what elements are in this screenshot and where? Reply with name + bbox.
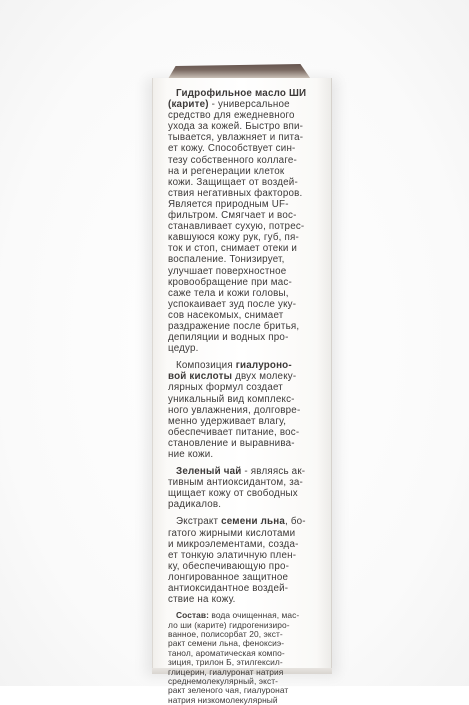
text-line — [168, 321, 324, 332]
text-line — [168, 528, 324, 539]
text: радикалов. — [168, 499, 222, 511]
text: кавшуюся кожу рук, губ, пя- — [168, 232, 299, 244]
text-line — [168, 177, 324, 188]
text-line — [168, 677, 324, 686]
text: глицерин, гиалуронат натрия — [168, 667, 284, 677]
text: тывается, увлажняет и пита- — [168, 132, 304, 144]
text: фильтром. Смягчает и вос- — [168, 210, 297, 222]
text: обеспечивает питание, вос- — [168, 426, 300, 438]
text-line — [168, 561, 324, 572]
text-line — [168, 110, 324, 121]
text: ет кожу. Способствует син- — [168, 143, 296, 155]
text: Композиция — [176, 360, 236, 372]
text-line — [168, 143, 324, 154]
text: ку, обеспечивающую про- — [168, 560, 290, 572]
text-line — [168, 649, 324, 658]
bold-text: семени льна — [221, 516, 285, 528]
text: кожи. Защищает от воздей- — [168, 176, 298, 188]
text-line — [168, 371, 324, 382]
text-line — [168, 232, 324, 243]
bold-text: Состав: — [176, 611, 209, 621]
text-line — [168, 594, 324, 605]
text: и микроэлементами, созда- — [168, 538, 299, 550]
text: танол, ароматическая компо- — [168, 648, 285, 658]
text-line — [168, 360, 324, 371]
text: кровообращение при мас- — [168, 276, 292, 288]
text-line — [168, 668, 324, 677]
text-line — [168, 199, 324, 210]
text-line — [168, 299, 324, 310]
text: цедур. — [168, 343, 199, 355]
bold-text: гиалуроно- — [235, 360, 292, 372]
text-line — [168, 696, 324, 705]
text-line — [168, 332, 324, 343]
text-line — [168, 221, 324, 232]
text-line — [168, 488, 324, 499]
paragraph-ingredients — [168, 611, 324, 705]
text: двух молеку- — [232, 371, 297, 383]
text-line — [168, 266, 324, 277]
text: саже тела и кожи головы, — [168, 287, 289, 299]
text-line — [168, 539, 324, 550]
bold-text: (карите) — [168, 99, 209, 111]
text: ракт семени льна, феноксиэ- — [168, 639, 285, 649]
text-line — [168, 382, 324, 393]
text-line — [168, 416, 324, 427]
text-line — [168, 155, 324, 166]
text: средство для ежедневного — [168, 110, 295, 122]
text-line — [168, 686, 324, 695]
text: менно удерживает влагу, — [168, 415, 287, 427]
text-line — [168, 621, 324, 630]
text-line — [168, 88, 324, 99]
text: ванное, полисорбат 20, экст- — [168, 630, 283, 640]
text: лярных формул создает — [168, 382, 283, 394]
text: ет тонкую элатичную плен- — [168, 549, 297, 561]
text: раздражение после бритья, — [168, 320, 300, 332]
text: , бо- — [285, 516, 306, 528]
text-line — [168, 188, 324, 199]
text-line — [168, 516, 324, 527]
text: успокаивает зуд после уку- — [168, 298, 297, 310]
text: гатого жирными кислотами — [168, 527, 296, 539]
text-line — [168, 611, 324, 620]
text-line — [168, 438, 324, 449]
text-line — [168, 166, 324, 177]
text-line — [168, 449, 324, 460]
text-line — [168, 277, 324, 288]
text: улучшает поверхностное — [168, 265, 287, 277]
text: сов насекомых, снимает — [168, 309, 284, 321]
box-description — [168, 88, 324, 705]
text-line — [168, 572, 324, 583]
text: уникальный вид комплекс- — [168, 393, 295, 405]
text: - являясь ак- — [241, 466, 306, 478]
text: ние кожи. — [168, 449, 214, 460]
text-line — [168, 121, 324, 132]
text-line — [168, 132, 324, 143]
text: ствия негативных факторов. — [168, 187, 303, 199]
text-line — [168, 550, 324, 561]
text: станавливает сухую, потрес- — [168, 221, 305, 233]
text-line — [168, 394, 324, 405]
text: зиция, трилон Б, этилгексил- — [168, 658, 283, 668]
text-line — [168, 639, 324, 648]
paragraph-hyaluronic-acid — [168, 360, 324, 460]
text: ло ши (карите) гидрогенизиро- — [168, 620, 290, 630]
bold-text: Гидрофильное масло ШИ — [176, 88, 307, 99]
text: среднемолекулярный, экст- — [168, 677, 279, 687]
text: Экстракт — [176, 516, 222, 528]
text-line — [168, 405, 324, 416]
text: антиоксидантное воздей- — [168, 583, 289, 595]
text: депиляции и водных про- — [168, 332, 289, 344]
paragraph-flax-seed — [168, 516, 324, 605]
bold-text: вой кислоты — [168, 371, 233, 383]
text: вода очищенная, мас- — [209, 611, 300, 621]
text: ток и стоп, снимает отеки и — [168, 243, 298, 255]
text: тезу собственного коллаге- — [168, 154, 297, 166]
text-line — [168, 254, 324, 265]
text-line — [168, 243, 324, 254]
text-line — [168, 477, 324, 488]
text: натрия низкомолекулярный — [168, 695, 278, 705]
text-line — [168, 99, 324, 110]
text: Является природным UF- — [168, 198, 289, 210]
text-line — [168, 466, 324, 477]
text-line — [168, 310, 324, 321]
text-line — [168, 343, 324, 354]
text-line — [168, 288, 324, 299]
text: щищает кожу от свободных — [168, 488, 298, 500]
text: на и регенерации клеток — [168, 165, 285, 177]
text: ухода за кожей. Быстро впи- — [168, 121, 304, 133]
text-line — [168, 658, 324, 667]
bold-text: Зеленый чай — [176, 466, 242, 478]
text: становление и выравнива- — [168, 437, 295, 449]
text: воспаление. Тонизирует, — [168, 254, 285, 266]
text-line — [168, 427, 324, 438]
text-line — [168, 630, 324, 639]
paragraph-shea-butter — [168, 88, 324, 354]
paragraph-green-tea — [168, 466, 324, 510]
text: ствие на кожу. — [168, 594, 236, 606]
text: тивным антиоксидантом, за- — [168, 477, 303, 489]
text: - универсальное — [208, 99, 290, 111]
text: ного увлажнения, долговре- — [168, 404, 301, 416]
text-line — [168, 499, 324, 510]
text-line — [168, 210, 324, 221]
text-line — [168, 583, 324, 594]
text: лонгированное защитное — [168, 571, 289, 583]
text: ракт зеленого чая, гиалуронат — [168, 686, 289, 696]
